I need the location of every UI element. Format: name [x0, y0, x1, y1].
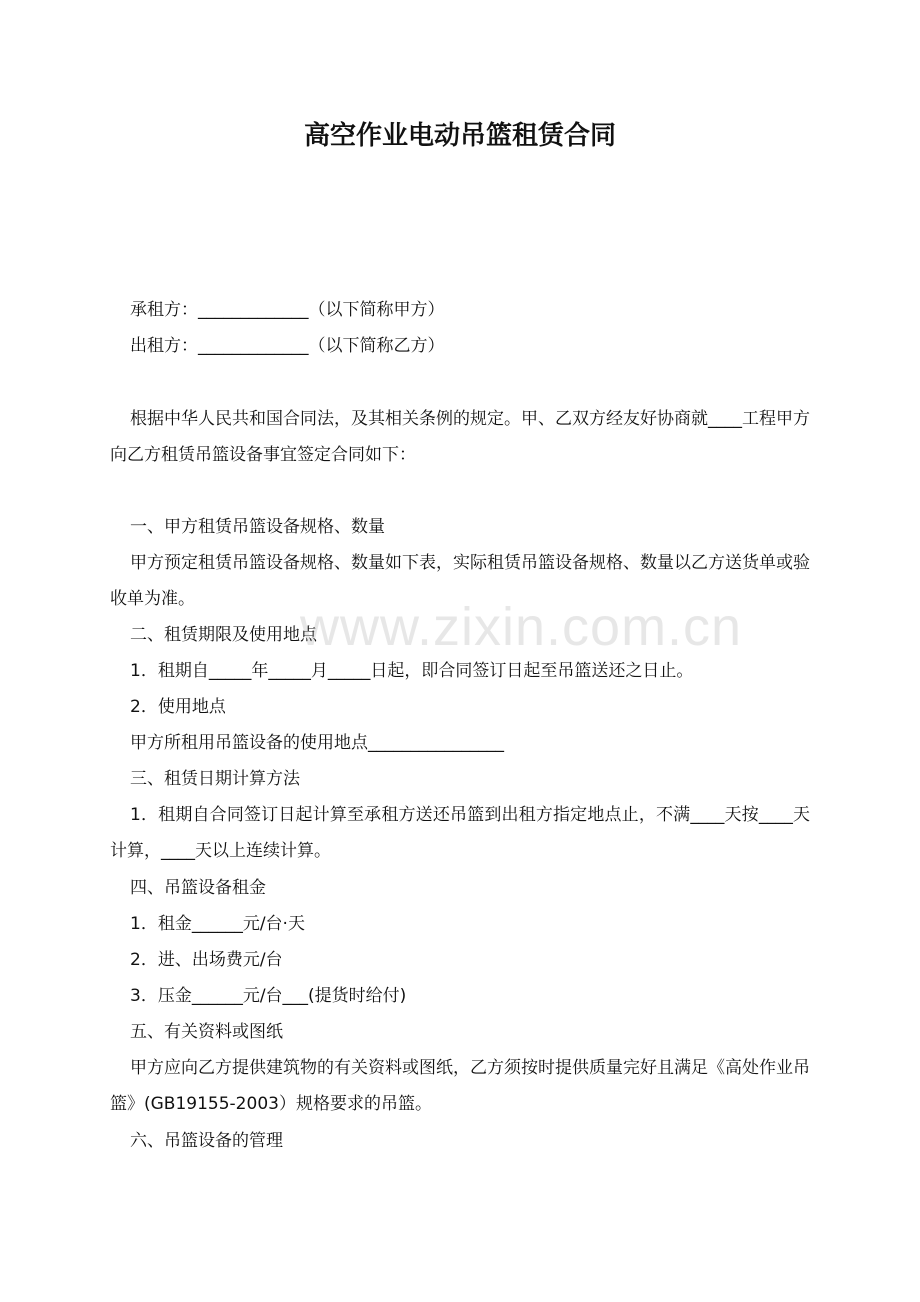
section-5-text: 甲方应向乙方提供建筑物的有关资料或图纸，乙方须按时提供质量完好且满足《高处作业吊篮》(GB19155-2003）规格要求的吊篮。: [110, 1058, 810, 1114]
section-1-heading: 一、甲方租赁吊篮设备规格、数量: [130, 517, 385, 537]
section-2-text: 甲方所租用吊篮设备的使用地点________________: [130, 733, 504, 753]
section-4-item-3: 3．压金______元/台___(提货时给付): [130, 986, 407, 1006]
section-4-heading: 四、吊篮设备租金: [130, 878, 266, 898]
document-title: 高空作业电动吊篮租赁合同: [303, 121, 616, 151]
section-6-heading: 六、吊篮设备的管理: [130, 1131, 283, 1151]
section-2-item-1: 1．租期自_____年_____月_____日起，即合同签订日起至吊篮送还之日止。: [130, 661, 694, 681]
section-2-item-2: 2．使用地点: [130, 697, 226, 717]
lessor-line: 出租方：_____________（以下简称乙方）: [130, 336, 445, 356]
section-4-item-1: 1．租金______元/台·天: [130, 914, 305, 934]
intro-paragraph: 根据中华人民共和国合同法，及其相关条例的规定。甲、乙双方经友好协商就____工程甲方向乙方租赁吊篮设备事宜签定合同如下：: [110, 409, 810, 465]
section-1-text: 甲方预定租赁吊篮设备规格、数量如下表，实际租赁吊篮设备规格、数量以乙方送货单或验收单为准。: [110, 553, 810, 609]
section-3-item-1: 1．租期自合同签订日起计算至承租方送还吊篮到出租方指定地点止，不满____天按____天计算，____天以上连续计算。: [110, 805, 810, 861]
section-5-heading: 五、有关资料或图纸: [130, 1022, 283, 1042]
section-4-item-2: 2．进、出场费元/台: [130, 950, 283, 970]
section-3-heading: 三、租赁日期计算方法: [130, 769, 300, 789]
section-2-heading: 二、租赁期限及使用地点: [130, 625, 317, 645]
watermark: www.zixin.com.cn: [300, 597, 743, 657]
lessee-line: 承租方：_____________（以下简称甲方）: [130, 300, 445, 320]
